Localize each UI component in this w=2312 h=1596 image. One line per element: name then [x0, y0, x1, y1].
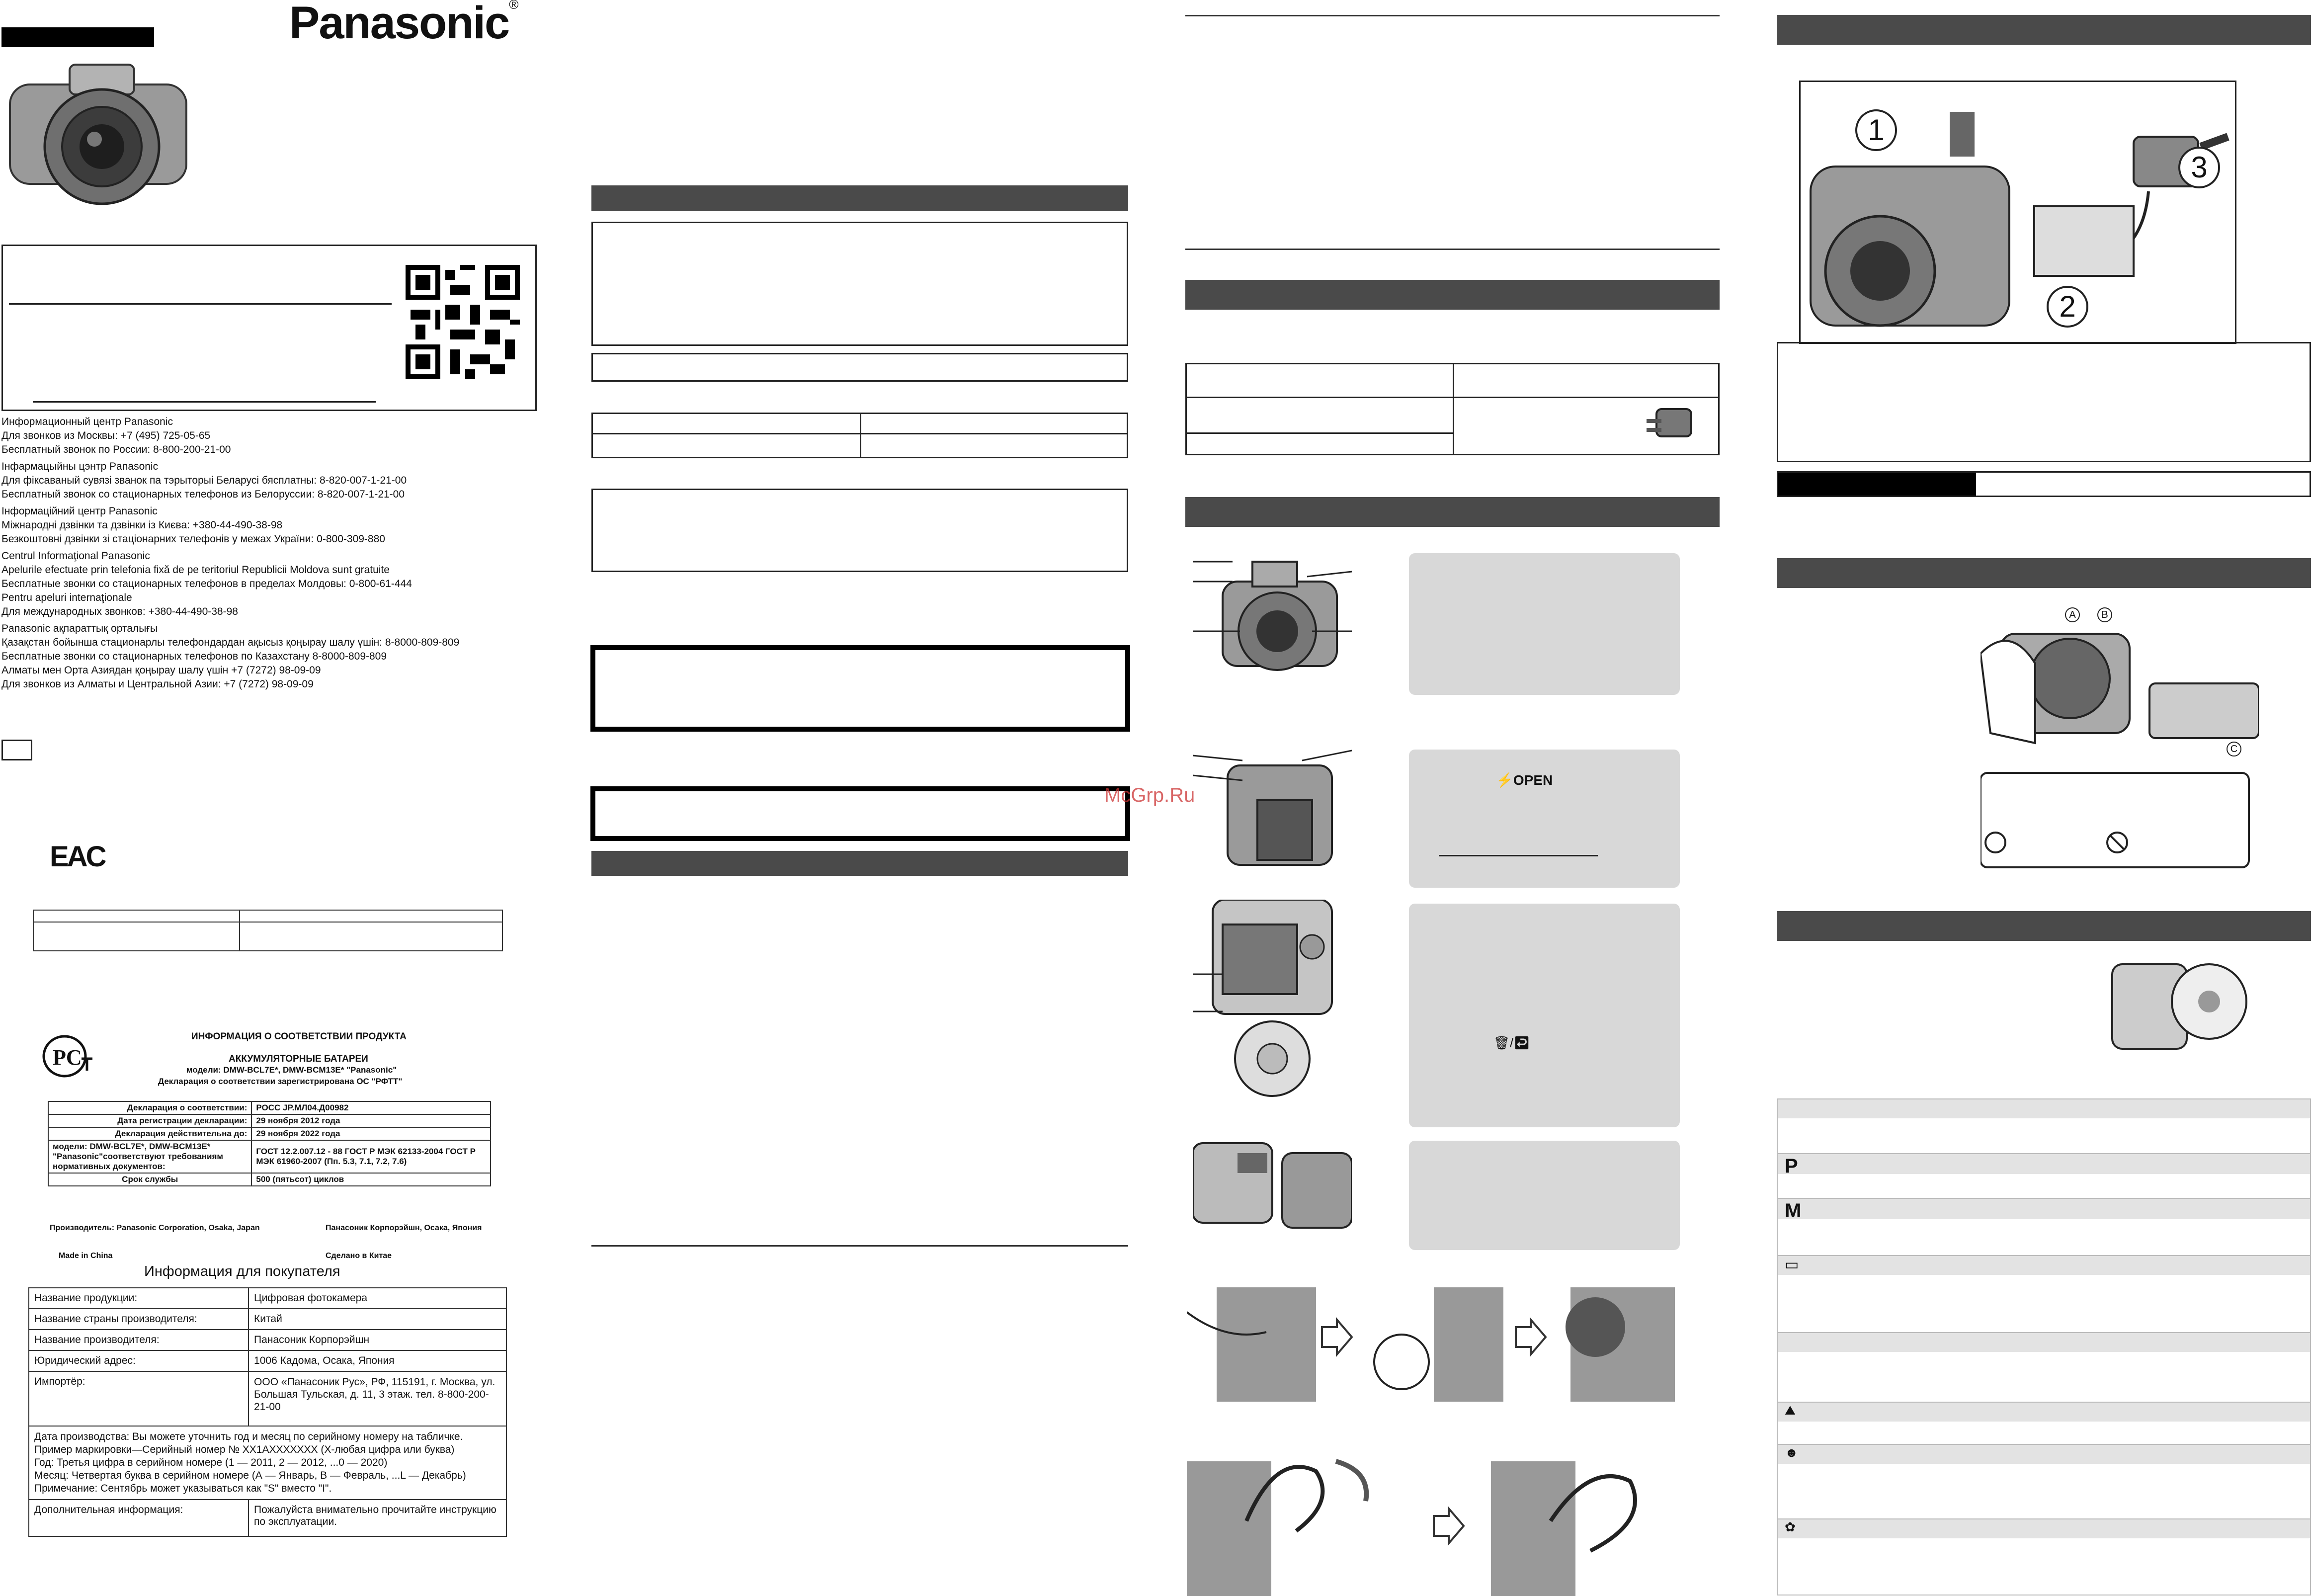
brand-logo	[289, 0, 517, 49]
contact-title: Інфармацыйны цэнтр Panasonic	[1, 461, 159, 472]
column-4	[1730, 0, 2312, 1596]
contact-block	[1, 504, 459, 546]
section-bar	[1777, 15, 2311, 45]
table-cell: Дополнительная информация:	[29, 1500, 248, 1536]
mode-icon: ⛰	[1785, 1403, 1796, 1418]
legend-panel	[1409, 904, 1680, 1127]
table-cell: РОСС JP.МЛ04.Д00982	[251, 1101, 491, 1114]
conformity-models: модели: DMW-BCL7E*, DMW-BCM13E* "Panasonic"	[186, 1065, 397, 1075]
small-table	[33, 910, 503, 951]
mode-row	[1778, 1255, 2310, 1275]
mode-icon: ✿	[1785, 1519, 1796, 1534]
arrow-right-icon	[1431, 1506, 1466, 1546]
eac-mark: EAC	[50, 840, 105, 873]
label-black	[1778, 473, 1976, 496]
section-bar	[591, 851, 1128, 876]
camera-side-diagram	[1193, 746, 1352, 880]
two-col-table	[591, 413, 1128, 458]
pct-certification-icon	[40, 1034, 94, 1079]
legend-panel	[1409, 1141, 1680, 1250]
column-3	[1153, 0, 1730, 1596]
production-note-line: Примечание: Сентябрь может указываться как "S" вместо "I".	[34, 1483, 332, 1494]
maker-left: Производитель: Panasonic Corporation, Osaka, Japan	[50, 1224, 260, 1232]
warning-box	[590, 645, 1130, 732]
camera-front-diagram	[1193, 552, 1352, 686]
table-cell: Срок службы	[48, 1173, 251, 1186]
mode-dial-illustration	[2102, 949, 2256, 1054]
table-row-divider	[1187, 432, 1453, 434]
step-number-2: 2	[2047, 286, 2088, 328]
contacts	[1, 415, 459, 691]
camera-back-diagram	[1193, 900, 1352, 1108]
mode-icon: P	[1785, 1155, 1798, 1177]
contact-line: Бесплатный звонок со стационарных телефонов из Белоруссии: 8-820-007-1-21-00	[1, 489, 405, 500]
contact-line: Бесплатные звонки со стационарных телефонов по Казахстану 8-8000-809-809	[1, 651, 387, 662]
production-note-line: Год: Третья цифра в серийном номере (1 — 2011, 2 — 2012, ...0 — 2020)	[34, 1457, 388, 1468]
brand-mark: ®	[509, 0, 518, 12]
buyer-info-table	[28, 1287, 507, 1537]
contact-title: Panasonic ақпараттық орталығы	[1, 623, 158, 634]
section-bar	[1185, 497, 1720, 527]
table-cell: 29 ноября 2022 года	[251, 1127, 491, 1140]
made-right: Сделано в Китае	[326, 1252, 392, 1260]
contact-line: Apelurile efectuate prin telefonia fixă de pe teritoriul Republicii Moldova sunt gratuite	[1, 564, 390, 576]
table-cell: Дата регистрации декларации:	[48, 1114, 251, 1127]
legend-panel	[1409, 750, 1680, 888]
notes-box	[1777, 342, 2311, 462]
label-c: C	[2227, 742, 2241, 756]
section-bar	[1777, 911, 2311, 941]
column-2	[577, 0, 1153, 1596]
table-cell: Китай	[248, 1309, 506, 1330]
text-box	[591, 222, 1128, 346]
delete-return-label: 🗑/↩	[1493, 1035, 1530, 1050]
table-cell: 29 ноября 2012 года	[251, 1114, 491, 1127]
svg-text:PC: PC	[53, 1045, 82, 1070]
watermark: McGrp.Ru	[1104, 784, 1195, 806]
contact-line: Міжнародні дзвінки та дзвінки із Києва: +380-44-490-38-98	[1, 519, 283, 531]
divider	[591, 1245, 1128, 1247]
table-cell: ГОСТ 12.2.007.12 - 88 ГОСТ Р МЭК 62133-2004 ГОСТ Р МЭК 61960-2007 (Пп. 5.3, 7.1, 7.2, 7.6)	[251, 1140, 491, 1173]
buyer-info-title: Информация для покупателя	[144, 1263, 340, 1279]
conformity-subtitle: АККУМУЛЯТОРНЫЕ БАТАРЕИ	[229, 1054, 368, 1064]
section-bar	[1777, 558, 2311, 588]
underline-2	[33, 401, 376, 403]
flash-open-label: ⚡OPEN	[1496, 772, 1553, 788]
contact-title: Інформаційний центр Panasonic	[1, 505, 158, 517]
legend-panel	[1409, 553, 1680, 695]
underline-1	[9, 303, 392, 305]
contact-line: Pentru apeluri internaţionale	[1, 592, 132, 603]
contact-line: Для международных звонков: +380-44-490-38-98	[1, 606, 238, 617]
table-cell: Импортёр:	[29, 1371, 248, 1426]
table-cell: 500 (пятьсот) циклов	[251, 1173, 491, 1186]
strap-step-2	[1491, 1441, 1700, 1596]
conformity-declaration: Декларация о соответствии зарегистрирована ОС "РФТТ"	[158, 1077, 403, 1086]
table-cell: Юридический адрес:	[29, 1350, 248, 1371]
table-col-divider	[860, 414, 861, 457]
divider	[1185, 15, 1720, 16]
step-number-3: 3	[2178, 147, 2220, 188]
label-bar	[1777, 471, 2311, 497]
mode-icon: ▭	[1785, 1257, 1799, 1273]
table-cell: 1006 Кадома, Осака, Япония	[248, 1350, 506, 1371]
table-cell: Название продукции:	[29, 1288, 248, 1309]
step-number-1: 1	[1855, 109, 1897, 151]
contact-title: Информационный центр Panasonic	[1, 416, 173, 427]
table-col-divider	[1453, 364, 1454, 454]
table-cell: Декларация действительна до:	[48, 1127, 251, 1140]
charging-figure	[1799, 81, 2236, 344]
mode-row	[1778, 1153, 2310, 1177]
warning-box	[590, 786, 1130, 841]
contact-line: Бесплатные звонки со стационарных телефонов в пределах Молдовы: 0-800-61-444	[1, 578, 412, 589]
production-note-line: Месяц: Четвертая буква в серийном номере (А — Январь, В — Февраль, ...L — Декабрь)	[34, 1470, 466, 1481]
label-a: A	[2065, 607, 2080, 622]
contact-line: Для фіксаваный сувязі званок па тэрыторыі Беларусі бясплатны: 8-820-007-1-21-00	[1, 475, 407, 486]
section-bar	[1185, 280, 1720, 310]
holding-camera-illustration	[1981, 604, 2259, 872]
contact-line: Қазақстан бойынша стационарлы телефондардан ақысыз қоңырау шалу үшін: 8-8000-809-809	[1, 637, 460, 648]
contact-line: Алматы мен Орта Азиядан қоңырау шалу үшін +7 (7272) 98-09-09	[1, 665, 321, 676]
conformity-table	[48, 1101, 491, 1186]
lens-cap-step-1	[1187, 1282, 1316, 1407]
table-cell: Панасоник Корпорэйшн	[248, 1330, 506, 1350]
language-badge	[1, 740, 32, 760]
title-black-bar	[1, 27, 154, 47]
text-box-small	[591, 353, 1128, 382]
mode-row	[1778, 1098, 2310, 1118]
table-cell: Цифровая фотокамера	[248, 1288, 506, 1309]
mode-row	[1778, 1198, 2310, 1222]
charger-table	[1185, 363, 1720, 455]
qr-code[interactable]	[406, 265, 520, 379]
contact-block	[1, 549, 459, 619]
text-box	[591, 489, 1128, 572]
contact-line: Бесплатный звонок по России: 8-800-200-21-00	[1, 444, 231, 455]
production-note-line: Дата производства: Вы можете уточнить год и месяц по серийному номеру на табличке.	[34, 1431, 463, 1442]
table-cell: Пожалуйста внимательно прочитайте инструкцию по эксплуатации.	[248, 1500, 506, 1536]
camera-illustration	[5, 55, 194, 209]
mode-row	[1778, 1444, 2310, 1464]
column-1	[0, 0, 577, 1596]
contact-block	[1, 415, 459, 457]
label-b: B	[2097, 607, 2112, 622]
contact-line: Безкоштовні дзвінки зі стаціонарних телефонів у межах України: 0-800-309-880	[1, 533, 385, 545]
mode-icon: M	[1785, 1200, 1802, 1222]
table-cell: Название производителя:	[29, 1330, 248, 1350]
made-left: Made in China	[59, 1252, 113, 1260]
divider	[1185, 249, 1720, 250]
contact-title: Centrul Informaţional Panasonic	[1, 550, 150, 562]
lens-cap-step-2	[1359, 1282, 1503, 1407]
strap-step-1	[1187, 1441, 1396, 1596]
contact-line: Для звонков из Алматы и Центральной Азии: +7 (7272) 98-09-09	[1, 678, 314, 690]
arrow-right-icon	[1320, 1317, 1354, 1357]
ac-adaptor-icon	[1644, 404, 1699, 449]
lens-cap-step-3	[1551, 1282, 1675, 1407]
arrow-right-icon	[1513, 1317, 1548, 1357]
mode-row	[1778, 1402, 2310, 1422]
production-note-line: Пример маркировки—Серийный номер № XX1AXXXXXXX (X-любая цифра или буква)	[34, 1444, 455, 1455]
contact-block	[1, 622, 459, 691]
mode-icon: ☻	[1785, 1445, 1799, 1460]
contact-line: Для звонков из Москвы: +7 (495) 725-05-65	[1, 430, 211, 441]
table-row-divider	[1187, 397, 1718, 398]
maker-right: Панасоник Корпорэйшн, Осака, Япония	[326, 1224, 482, 1232]
mode-list	[1777, 1098, 2311, 1596]
table-cell: модели: DMW-BCL7E*, DMW-BCM13E* "Panasonic"соответствуют требованиям нормативных документов:	[48, 1140, 251, 1173]
section-bar	[591, 185, 1128, 211]
camera-top-diagram	[1193, 1133, 1352, 1233]
mode-row	[1778, 1332, 2310, 1352]
conformity-title: ИНФОРМАЦИЯ О СООТВЕТСТВИИ ПРОДУКТА	[191, 1031, 407, 1042]
contact-block	[1, 460, 459, 502]
table-cell: ООО «Панасоник Рус», РФ, 115191, г. Москва, ул. Большая Тульская, д. 11, 3 этаж. тел. 8-800-200-21-00	[248, 1371, 506, 1426]
underline	[1439, 855, 1598, 856]
brand-name: Panasonic	[289, 0, 509, 48]
table-cell: Название страны производителя:	[29, 1309, 248, 1330]
mode-row	[1778, 1518, 2310, 1538]
qr-box	[1, 245, 537, 411]
table-cell: Декларация о соответствии:	[48, 1101, 251, 1114]
